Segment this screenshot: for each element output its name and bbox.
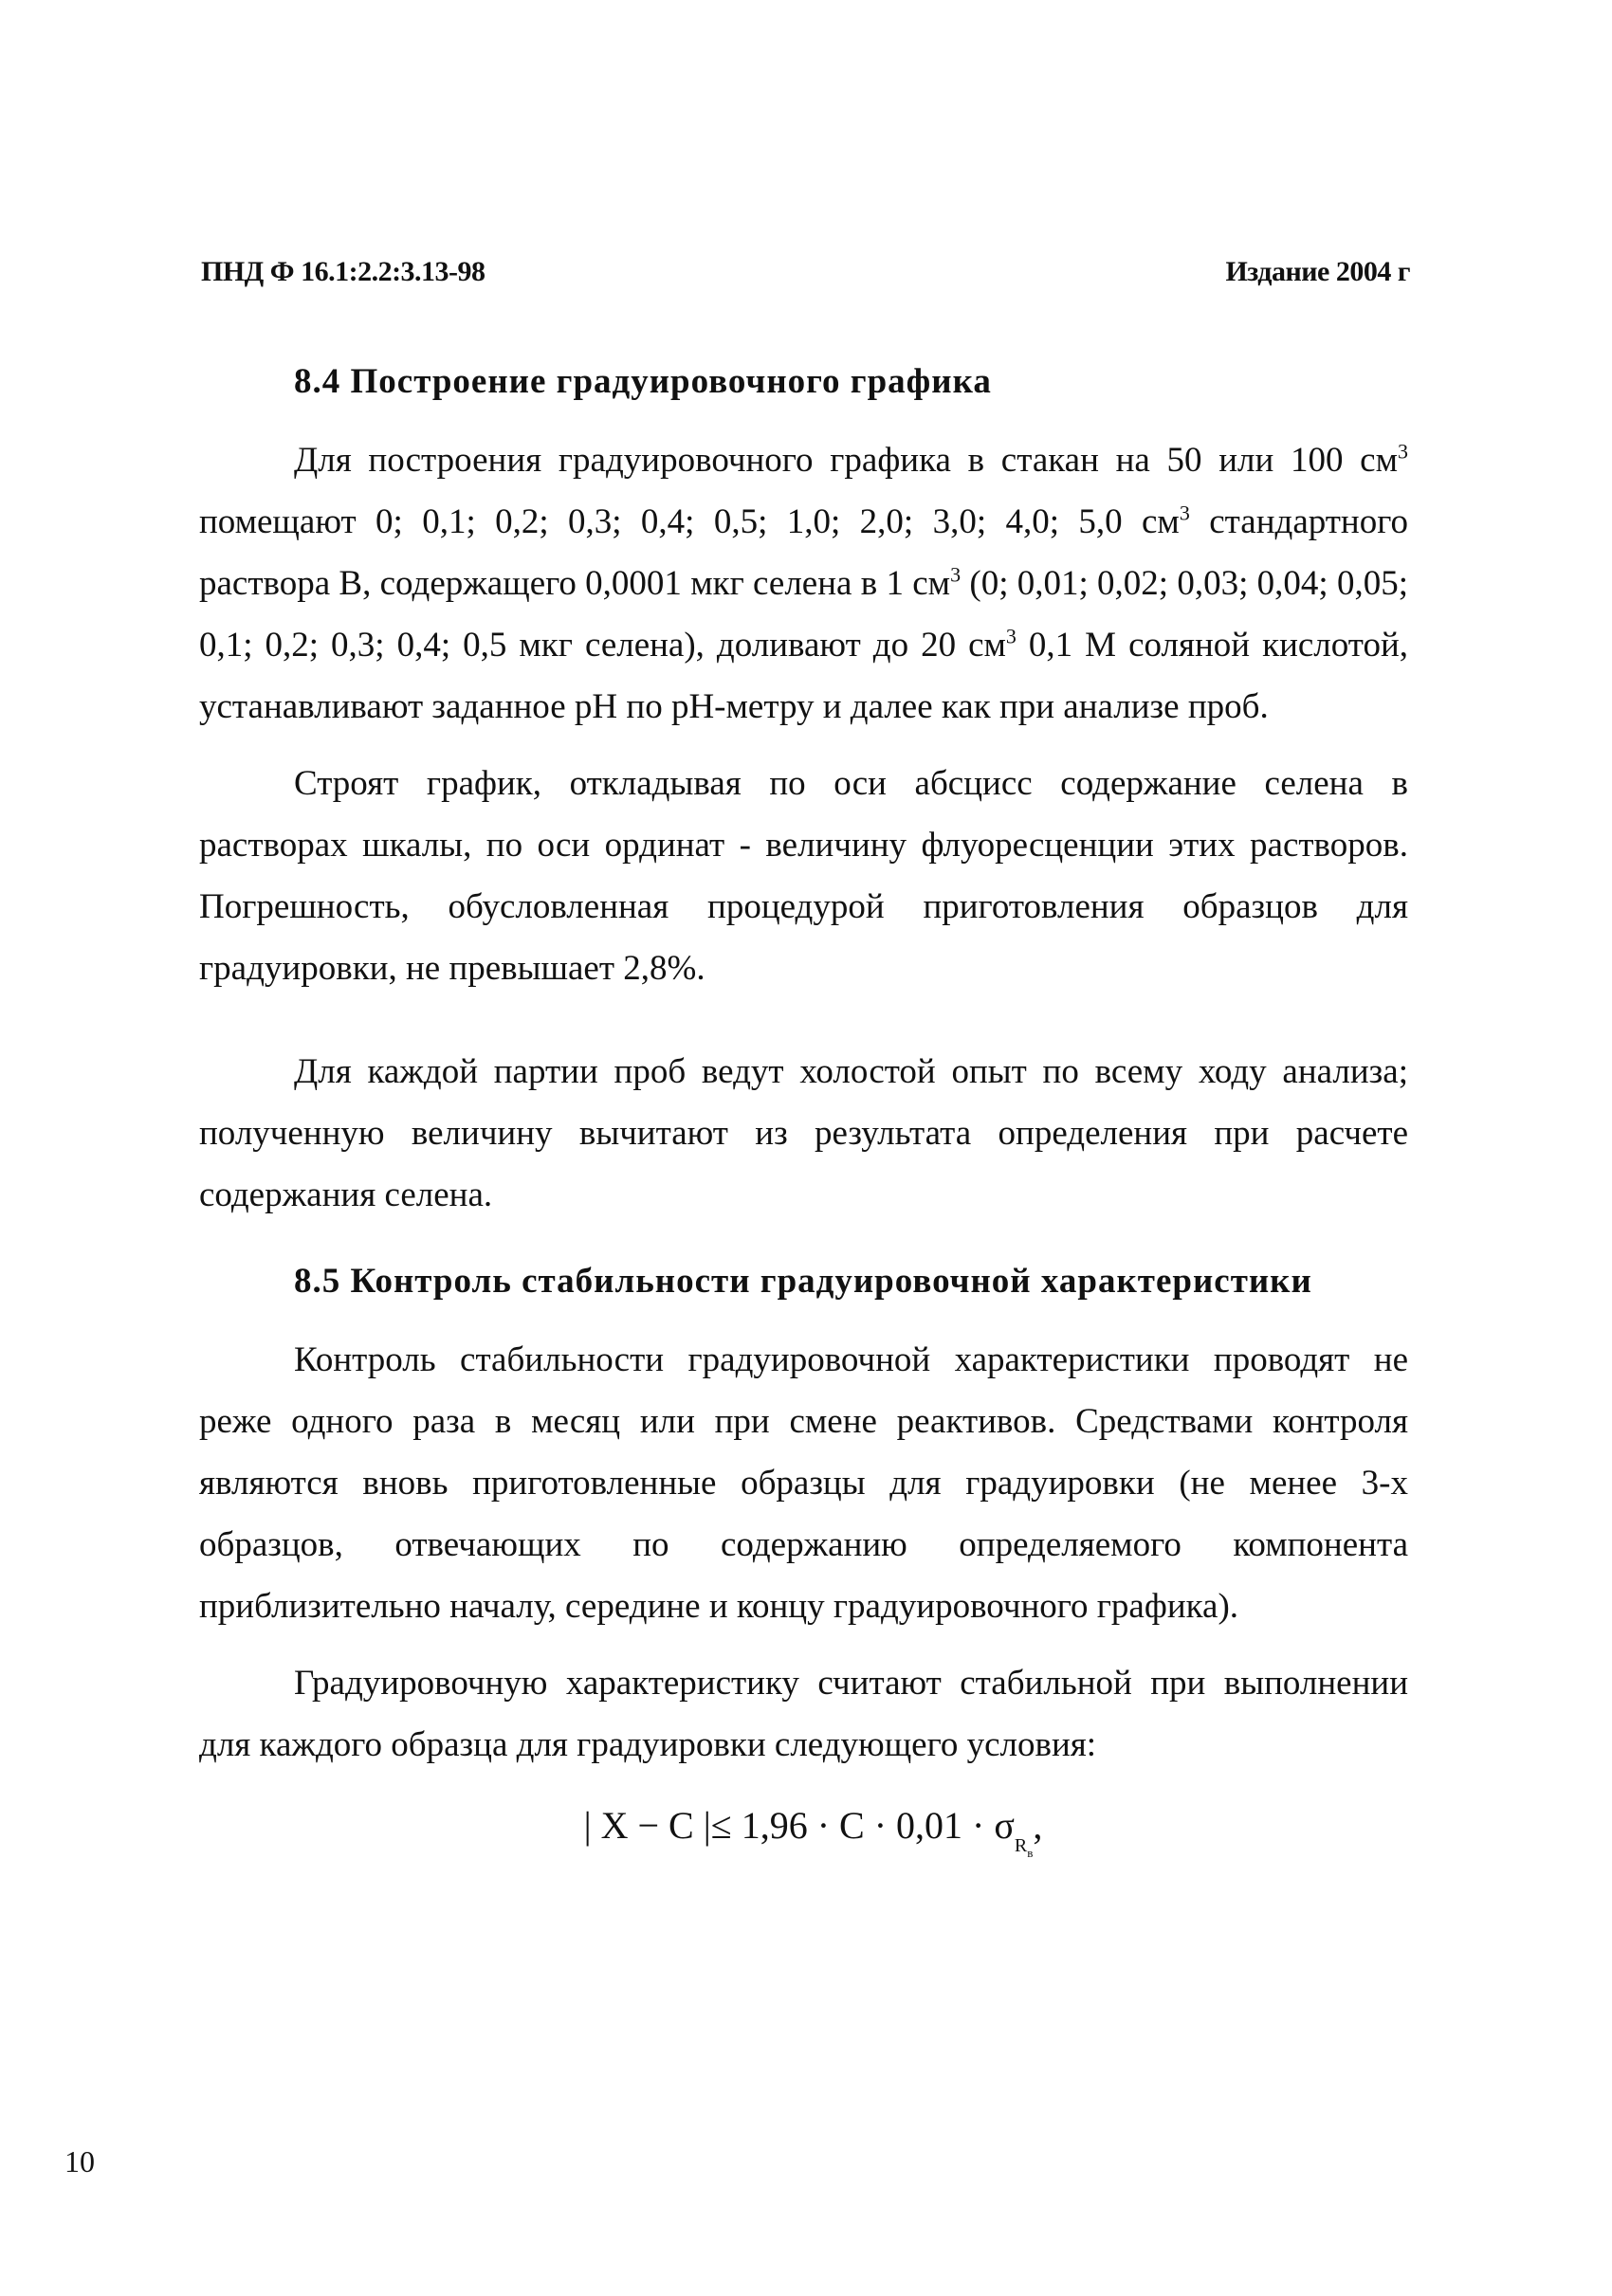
- text-fragment: помещают 0; 0,1; 0,2; 0,3; 0,4; 0,5; 1,0; 2,0; 3,0; 4,0; 5,0 см: [199, 502, 1180, 541]
- section-8-5-paragraph-1: Контроль стабильности градуировочной характеристики проводят не реже одного раза в месяц или при смене реактивов. Средствами контроля являются вновь приготовленные образцы для градуировки (не менее 3-х образцов, отвечающих по содержанию определяемого компонента приблизительно началу, середине и концу градуировочного графика).: [199, 1340, 1408, 1626]
- text-fragment: (0; 0,01; 0,02; 0,03; 0,04; 0,05; 0,1; 0,2; 0,3; 0,4; 0,5 мкг селена), доливают до 20 см: [199, 564, 1409, 665]
- section-8-4-paragraph-2: Строят график, откладывая по оси абсцисс содержание селена в растворах шкалы, по оси ординат - величину флуоресценции этих растворов. Погрешность, обусловленная процедурой приготовления образцов для градуировки, не превышает 2,8%.: [199, 764, 1408, 988]
- section-8-4-paragraph-1: [199, 429, 1408, 738]
- section-8-4-paragraph-3: Для каждой партии проб ведут холостой опыт по всему ходу анализа; полученную величину вычитают из результата определения при расчете содержания селена.: [199, 1052, 1408, 1214]
- section-8-4-title: 8.4 Построение градуировочного графика: [294, 362, 992, 401]
- formula-tail: ,: [1033, 1804, 1043, 1847]
- document-code: ПНД Ф 16.1:2.2:3.13-98: [201, 256, 485, 287]
- page-number: 10: [64, 2144, 95, 2178]
- page-header: [201, 256, 1410, 288]
- document-body: [199, 351, 1409, 1860]
- formula-rhs: ≤ 1,96 · C · 0,01 · σ: [710, 1804, 1015, 1847]
- text-fragment: 0,1 М соляной кислотой, устанавливают заданное рН по рН-метру и далее как при анализе проб.: [199, 626, 1409, 726]
- text-fragment: Для построения градуировочного графика в стакан на 50 или 100 см: [294, 441, 1398, 480]
- abs-bar-left: |: [583, 1804, 592, 1847]
- formula-expression: X − C: [600, 1804, 694, 1847]
- superscript: 3: [950, 562, 962, 587]
- formula-subscript: [1014, 1835, 1034, 1860]
- stability-formula: [199, 1795, 1408, 1860]
- section-8-5-paragraph-2: Градуировочную характеристику считают стабильной при выполнении для каждого образца для градуировки следующего условия:: [199, 1664, 1408, 1764]
- section-8-5-title: 8.5 Контроль стабильности градуировочной характеристики: [294, 1262, 1312, 1301]
- text-fragment: стандартного раствора В, содержащего 0,0001 мкг селена в 1 см: [199, 502, 1408, 603]
- formula-subsubscript: в: [1027, 1846, 1034, 1860]
- abs-bar-right: |: [703, 1804, 711, 1847]
- subscript-r: R: [1014, 1835, 1028, 1856]
- superscript: 3: [1398, 439, 1408, 464]
- superscript: 3: [1179, 501, 1190, 525]
- edition-label: Издание 2004 г: [1225, 256, 1410, 287]
- superscript: 3: [1005, 624, 1017, 648]
